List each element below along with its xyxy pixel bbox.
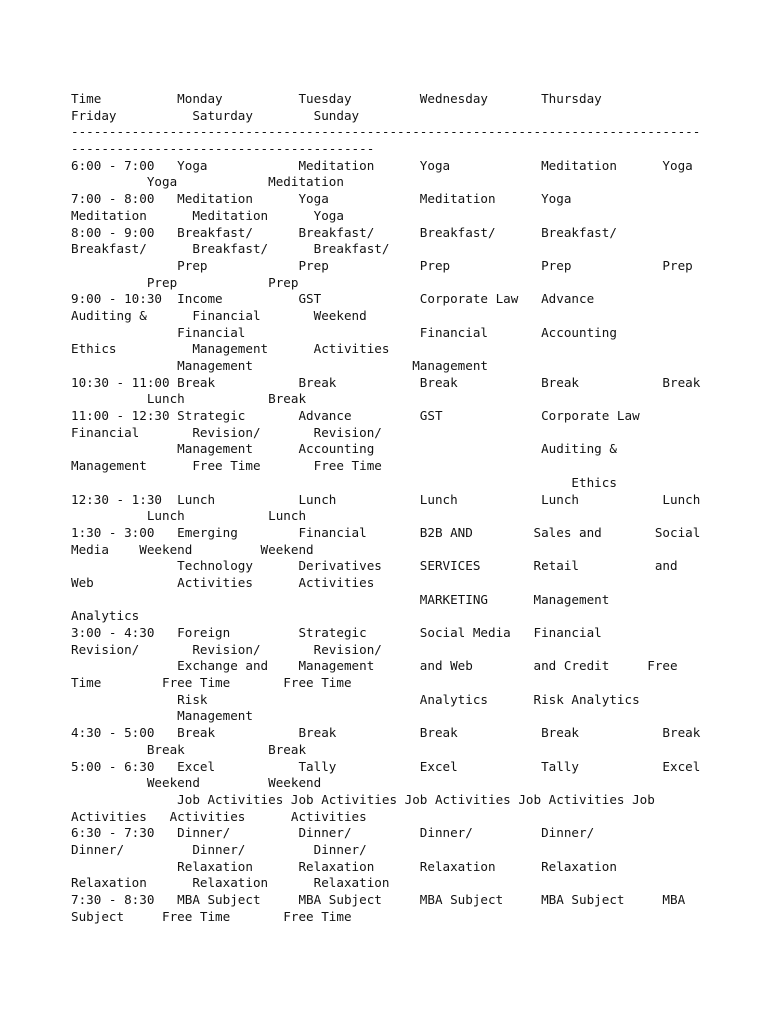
text-line: Weekend Weekend (71, 775, 322, 791)
text-line: Lunch Lunch (71, 508, 307, 524)
text-line: Media Weekend Weekend (71, 541, 314, 557)
text-line: Subject Free Time Free Time (71, 908, 352, 924)
text-line: Relaxation Relaxation Relaxation Relaxation (71, 858, 617, 874)
text-line: Meditation Meditation Yoga (71, 207, 344, 223)
text-line: Job Activities Job Activities Job Activities Job Activities Job (71, 791, 655, 807)
text-line: Auditing & Financial Weekend (71, 307, 367, 323)
text-line: Prep Prep Prep Prep Prep (71, 257, 693, 273)
text-line: Yoga Meditation (71, 174, 344, 190)
text-line: 9:00 - 10:30 Income GST Corporate Law Advance (71, 291, 595, 307)
text-line: 3:00 - 4:30 Foreign Strategic Social Media Financial (71, 625, 602, 640)
text-line: Financial Financial Accounting (71, 324, 617, 340)
text-line: Analytics (71, 608, 140, 624)
text-line: 5:00 - 6:30 Excel Tally Excel Tally Excel (71, 758, 701, 774)
text-line: Dinner/ Dinner/ Dinner/ (71, 841, 367, 857)
text-line: MARKETING Management (71, 591, 610, 607)
text-line: Management Accounting Auditing & (71, 441, 617, 457)
text-line: Activities Activities Activities (71, 808, 367, 824)
text-line: Web Activities Activities (71, 574, 375, 590)
text-line: Ethics Management Activities (71, 341, 390, 357)
text-line: Exchange and Management and Web and Credit Free (71, 658, 678, 674)
text-line: Break Break (71, 741, 307, 757)
text-line: 8:00 - 9:00 Breakfast/ Breakfast/ Breakfast/ Breakfast/ (71, 224, 617, 240)
text-line: Breakfast/ Breakfast/ Breakfast/ (71, 241, 390, 257)
text-line: 10:30 - 11:00 Break Break Break Break Break (71, 374, 701, 390)
text-line: 4:30 - 5:00 Break Break Break Break Break (71, 725, 701, 741)
text-line: Revision/ Revision/ Revision/ (71, 641, 382, 657)
text-line: Management Free Time Free Time (71, 458, 382, 474)
text-line: ----------------------------------------------------------------------------------- (71, 124, 701, 140)
text-line: Time Monday Tuesday Wednesday Thursday (71, 91, 602, 106)
text-line: 1:30 - 3:00 Emerging Financial B2B AND Sales and Social (71, 524, 701, 540)
text-line: Risk Analytics Risk Analytics (71, 691, 640, 707)
text-line: 11:00 - 12:30 Strategic Advance GST Corporate Law (71, 408, 640, 424)
weekly-schedule-text (71, 91, 700, 925)
text-line: 12:30 - 1:30 Lunch Lunch Lunch Lunch Lunch (71, 491, 701, 507)
text-line: 7:00 - 8:00 Meditation Yoga Meditation Yoga (71, 191, 572, 207)
text-line: Ethics (71, 474, 617, 490)
text-line: Technology Derivatives SERVICES Retail and (71, 558, 678, 574)
text-line: 6:00 - 7:00 Yoga Meditation Yoga Meditation Yoga (71, 157, 693, 173)
text-line: ---------------------------------------- (71, 141, 375, 157)
text-line: Lunch Break (71, 391, 307, 407)
text-line: Friday Saturday Sunday (71, 107, 360, 123)
text-line: Financial Revision/ Revision/ (71, 424, 382, 440)
text-line: Management (71, 708, 253, 724)
text-line: 6:30 - 7:30 Dinner/ Dinner/ Dinner/ Dinner/ (71, 825, 595, 841)
text-line: Management Management (71, 358, 489, 373)
text-line: Time Free Time Free Time (71, 675, 352, 691)
text-line: Prep Prep (71, 274, 299, 290)
text-line: 7:30 - 8:30 MBA Subject MBA Subject MBA Subject MBA Subject MBA (71, 892, 686, 907)
text-line: Relaxation Relaxation Relaxation (71, 875, 390, 891)
